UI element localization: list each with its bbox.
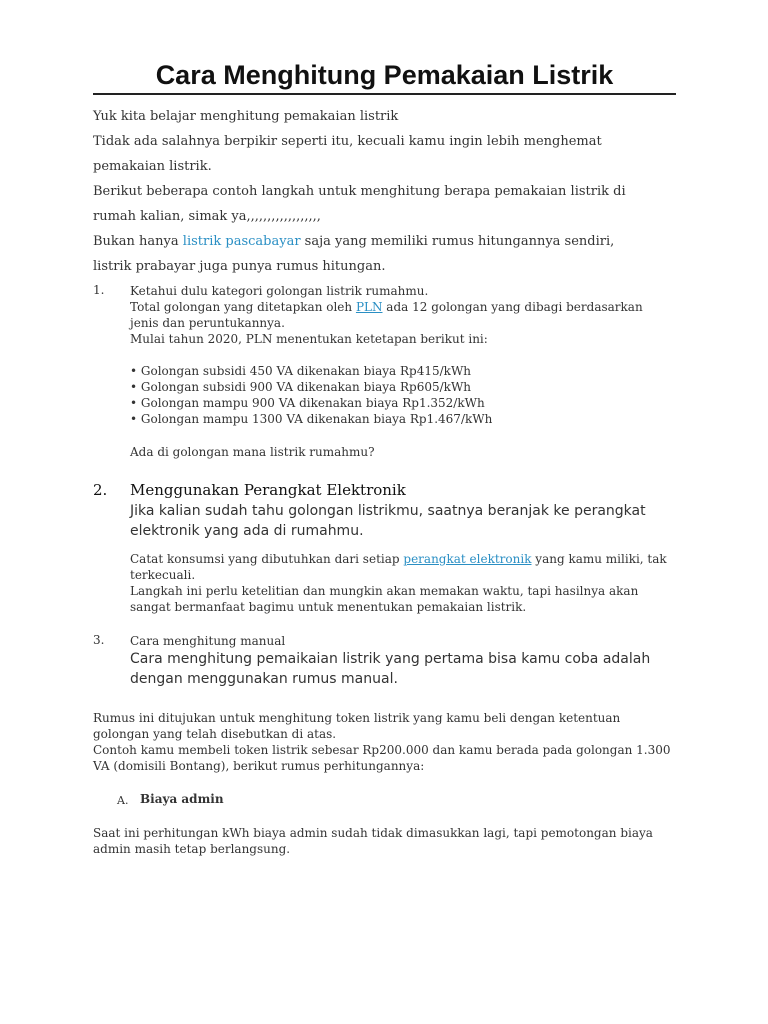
item-1-number: 1. xyxy=(93,283,105,297)
intro-section xyxy=(93,104,653,279)
item-1-heading: Ketahui dulu kategori golongan listrik rumahmu. xyxy=(130,284,429,298)
item-2-number: 2. xyxy=(93,481,108,499)
item-2-text xyxy=(130,551,670,583)
item-2-text-pre: Catat konsumsi yang dibutuhkan dari setiap xyxy=(130,552,404,566)
list-item: • Golongan subsidi 450 VA dikenakan biaya Rp415/kWh xyxy=(130,363,675,379)
item-2-heading: Menggunakan Perangkat Elektronik xyxy=(130,481,406,499)
item-1-content xyxy=(130,283,675,460)
section-a-text: Saat ini perhitungan kWh biaya admin sudah tidak dimasukkan lagi, tapi pemotongan biaya admin masih tetap berlangsung. xyxy=(93,826,653,856)
intro-line-2: Tidak ada salahnya berpikir seperti itu, kecuali kamu ingin lebih menghemat pemakaian listrik. xyxy=(93,134,602,174)
listrik-pascabayar-link[interactable]: listrik pascabayar xyxy=(182,234,301,249)
item-2-text-2: Langkah ini perlu ketelitian dan mungkin akan memakan waktu, tapi hasilnya akan sangat bermanfaat bagimu untuk menentukan pemakaian listrik. xyxy=(130,584,639,614)
pln-link[interactable]: PLN xyxy=(355,300,383,314)
item-2-text-post: yang kamu miliki, tak terkecuali. xyxy=(130,552,667,582)
intro-line-4-pre: Bukan hanya xyxy=(93,234,183,249)
item-1-question: Ada di golongan mana listrik rumahmu? xyxy=(130,445,375,459)
item-3-number: 3. xyxy=(93,633,105,647)
item-3-heading: Cara menghitung manual xyxy=(130,634,286,648)
item-1-text-post: ada 12 golongan yang dibagi berdasarkan jenis dan peruntukannya. xyxy=(130,300,643,330)
intro-line-4 xyxy=(93,229,653,279)
item-2-subtitle: Jika kalian sudah tahu golongan listrikmu, saatnya beranjak ke perangkat elektronik yang ada di rumahmu. xyxy=(130,503,646,539)
list-item: • Golongan mampu 900 VA dikenakan biaya Rp1.352/kWh xyxy=(130,395,675,411)
intro-line-4-post: saja yang memiliki rumus hitungannya sendiri, listrik prabayar juga punya rumus hitungan. xyxy=(93,234,615,274)
item-1-text xyxy=(130,299,675,331)
title-underline xyxy=(93,93,676,95)
section-a-heading: Biaya admin xyxy=(140,792,224,806)
page-title: Cara Menghitung Pemakaian Listrik xyxy=(155,60,614,90)
intro-line-3: Berikut beberapa contoh langkah untuk menghitung berapa pemakaian listrik di rumah kalian, simak ya,,,,,,,,,,,,,,,,,, xyxy=(93,184,626,224)
section-a-letter: A. xyxy=(117,794,129,807)
rumus-section xyxy=(93,710,673,774)
list-item: • Golongan subsidi 900 VA dikenakan biaya Rp605/kWh xyxy=(130,379,675,395)
intro-line-1: Yuk kita belajar menghitung pemakaian listrik xyxy=(93,109,399,124)
item-1-text-2: Mulai tahun 2020, PLN menentukan ketetapan berikut ini: xyxy=(130,332,488,346)
rumus-paragraph-2: Contoh kamu membeli token listrik sebesar Rp200.000 dan kamu berada pada golongan 1.300 VA (domisili Bontang), berikut rumus perhitungannya: xyxy=(93,743,671,773)
item-3-subtitle: Cara menghitung pemaikaian listrik yang pertama bisa kamu coba adalah dengan menggunakan rumus manual. xyxy=(130,651,651,687)
item-2-content xyxy=(130,551,670,615)
perangkat-elektronik-link[interactable]: perangkat elektronik xyxy=(403,552,532,566)
rumus-paragraph-1: Rumus ini ditujukan untuk menghitung token listrik yang kamu beli dengan ketentuan golongan yang telah disebutkan di atas. xyxy=(93,711,621,741)
list-item: • Golongan mampu 1300 VA dikenakan biaya Rp1.467/kWh xyxy=(130,411,675,427)
golongan-list xyxy=(130,363,675,427)
item-1-text-pre: Total golongan yang ditetapkan oleh xyxy=(130,300,356,314)
